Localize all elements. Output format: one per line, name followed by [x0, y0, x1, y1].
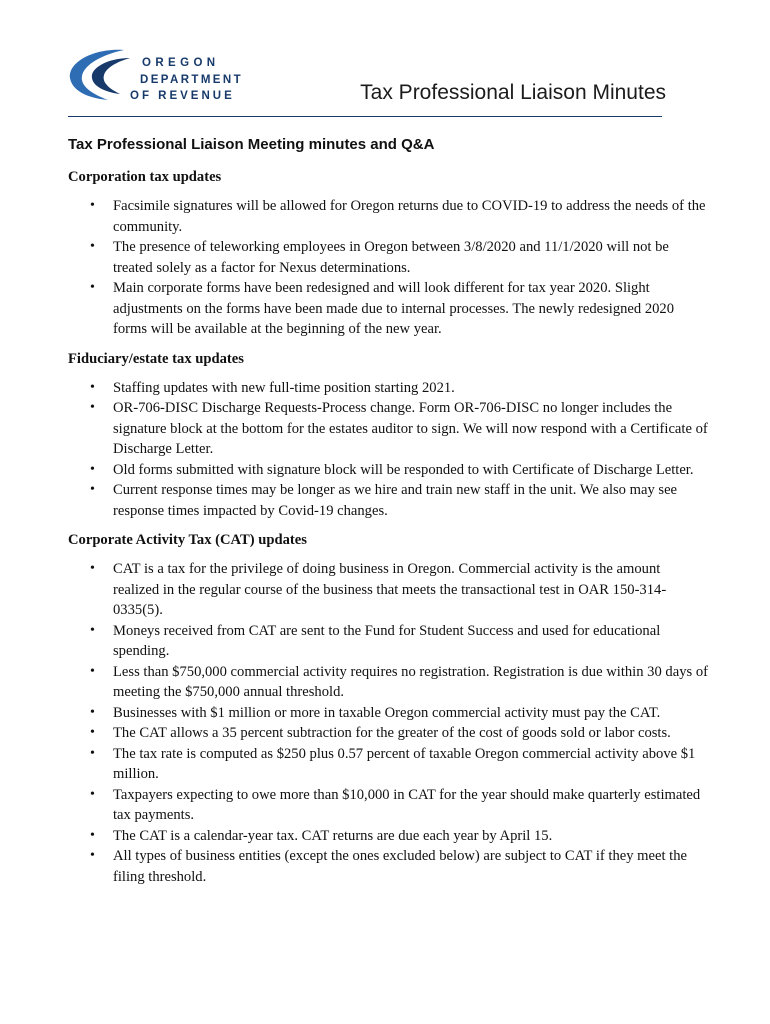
logo-text-of-revenue: OF REVENUE: [130, 90, 235, 102]
list-item: • CAT is a tax for the privilege of doing business in Oregon. Commercial activity is the amount realized in the regular course of the business that meets the transactional test in OAR 150-314-0335(5).: [68, 559, 708, 621]
document-title: Tax Professional Liaison Minutes: [360, 81, 666, 104]
bullet-list-cat: [68, 559, 708, 887]
list-item: • OR-706-DISC Discharge Requests-Process change. Form OR-706-DISC no longer includes the signature block at the bottom for the estates auditor to sign. We will now respond with a Certificate of Discharge Letter.: [68, 398, 708, 460]
list-item: • The presence of teleworking employees in Oregon between 3/8/2020 and 11/1/2020 will not be treated solely as a factor for Nexus determinations.: [68, 237, 708, 278]
header-divider: [68, 116, 662, 117]
list-item: • The tax rate is computed as $250 plus 0.57 percent of taxable Oregon commercial activity above $1 million.: [68, 744, 708, 785]
list-item: • Businesses with $1 million or more in taxable Oregon commercial activity must pay the CAT.: [68, 703, 708, 724]
list-item: • Main corporate forms have been redesigned and will look different for tax year 2020. Slight adjustments on the forms have been made due to internal processes. The newly redesigned 2020 forms will be available at the beginning of the new year.: [68, 278, 708, 340]
logo-text-oregon: OREGON: [142, 57, 220, 69]
list-item: • Old forms submitted with signature block will be responded to with Certificate of Discharge Letter.: [68, 460, 708, 481]
list-item: • Facsimile signatures will be allowed for Oregon returns due to COVID-19 to address the needs of the community.: [68, 196, 708, 237]
list-item: • Taxpayers expecting to owe more than $10,000 in CAT for the year should make quarterly estimated tax payments.: [68, 785, 708, 826]
logo-text-department: DEPARTMENT: [140, 74, 244, 86]
list-item: • All types of business entities (except the ones excluded below) are subject to CAT if they meet the filing threshold.: [68, 846, 708, 887]
section-heading-corporation: Corporation tax updates: [68, 169, 222, 185]
page-header: [0, 0, 770, 120]
section-heading-cat: Corporate Activity Tax (CAT) updates: [68, 532, 307, 548]
list-item: • Less than $750,000 commercial activity requires no registration. Registration is due within 30 days of meeting the $750,000 annual threshold.: [68, 662, 708, 703]
list-item: • Staffing updates with new full-time position starting 2021.: [68, 378, 708, 399]
list-item: • The CAT allows a 35 percent subtraction for the greater of the cost of goods sold or labor costs.: [68, 723, 708, 744]
list-item: • Moneys received from CAT are sent to the Fund for Student Success and used for educational spending.: [68, 621, 708, 662]
document-body: [68, 136, 708, 898]
bullet-list-fiduciary: [68, 378, 708, 522]
main-heading: Tax Professional Liaison Meeting minutes and Q&A: [68, 136, 435, 153]
bullet-list-corporation: [68, 196, 708, 340]
list-item: • Current response times may be longer as we hire and train new staff in the unit. We also may see response times impacted by Covid-19 changes.: [68, 480, 708, 521]
section-heading-fiduciary: Fiduciary/estate tax updates: [68, 350, 244, 367]
list-item: • The CAT is a calendar-year tax. CAT returns are due each year by April 15.: [68, 826, 708, 847]
